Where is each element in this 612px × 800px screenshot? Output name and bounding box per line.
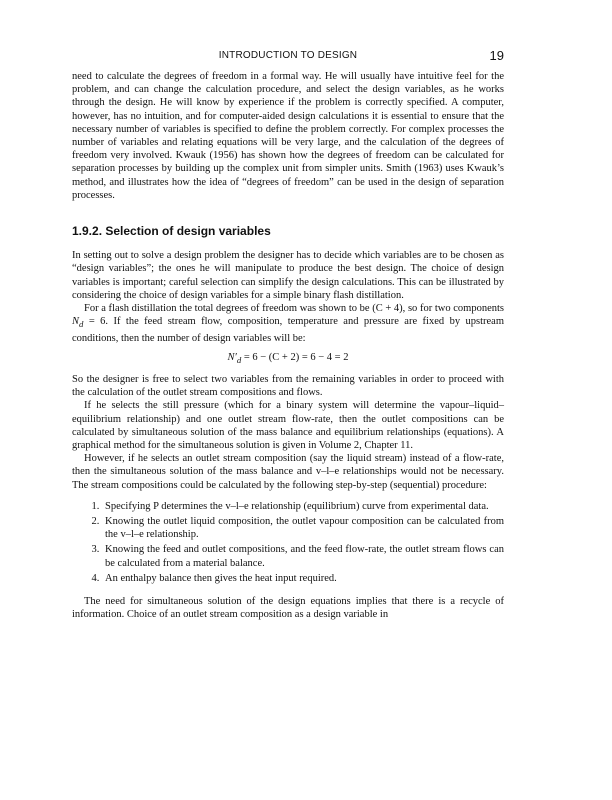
- running-title: INTRODUCTION TO DESIGN: [218, 50, 358, 61]
- list-item: 2. Knowing the outlet liquid composition, the outlet vapour composition can be calculated from the v–l–e relationship.: [102, 515, 504, 541]
- paragraph: In setting out to solve a design problem the designer has to decide which variables are to be chosen as “design variables”; the ones he will manipulate to produce the best design. The choice of design variables is important; careful selection can simplify the design calculations. This can be illustrated by considering the choice of design variables for a simple binary flash distillation.: [72, 250, 504, 301]
- paragraph: If he selects the still pressure (which for a binary system will determine the vapour–liquid–equilibrium relationship) and one outlet stream flow-rate, then the outlet compositions can be calculated by simultaneous solution of the mass balance and equilibrium relationships (equations). A graphical method for the simultaneous solution is given in Volume 2, Chapter 11.: [72, 400, 504, 452]
- list-item: 4. An enthalpy balance then gives the heat input required.: [102, 572, 504, 585]
- page-header: [72, 50, 504, 66]
- section-heading: 1.9.2. Selection of design variables: [72, 224, 271, 239]
- paragraph: So the designer is free to select two variables from the remaining variables in order to proceed with the calculation of the outlet stream compositions and flows.: [72, 374, 504, 399]
- page-number: 19: [489, 48, 504, 63]
- list-item: 3. Knowing the feed and outlet compositions, and the feed flow-rate, the outlet stream flows can be calculated from a material balance.: [102, 543, 504, 569]
- paragraph: For a flash distillation the total degrees of freedom was shown to be (C + 4), so for two components $N_d = 6$. If the feed stream flow, composition, temperature and pressure are fixed by upstream conditions, then the number of design variables will be:: [72, 303, 504, 344]
- procedure-list: [72, 500, 504, 585]
- list-item: 1. Specifying P determines the v–l–e relationship (equilibrium) curve from experimental data.: [102, 500, 504, 513]
- page-body: [72, 70, 504, 622]
- paragraph: However, if he selects an outlet stream composition (say the liquid stream) instead of a flow-rate, then the simultaneous solution of the mass balance and v–l–e relationships would not be necessary. The stream compositions could be calculated by the following step-by-step (sequential) procedure:: [72, 453, 504, 491]
- paragraph-continued: need to calculate the degrees of freedom in a formal way. He will usually have intuitive feel for the problem, and can change the calculation procedure, and select the design variables, as he works through the design. He will know by experience if the problem is correctly specified. A computer, however, has no intuition, and for computer-aided design calculations it is essential to ensure that the necessary number of variables is specified to define the problem correctly. For complex processes the number of variables and relating equations will be very large, and the calculation of the degrees of freedom very involved. Kwauk (1956) has shown how the degrees of freedom can be calculated for separation processes by building up the complex unit from simpler units. Smith (1963) uses Kwauk’s method, and illustrates how the idea of “degrees of freedom” can be used in the design of separation processes.: [72, 71, 504, 201]
- paragraph: The need for simultaneous solution of the design equations implies that there is a recycle of information. Choice of an outlet stream composition as a design variable in: [72, 596, 504, 621]
- equation: $N'_d = 6 - (C + 2) = 6 - 4 = 2$: [227, 351, 349, 365]
